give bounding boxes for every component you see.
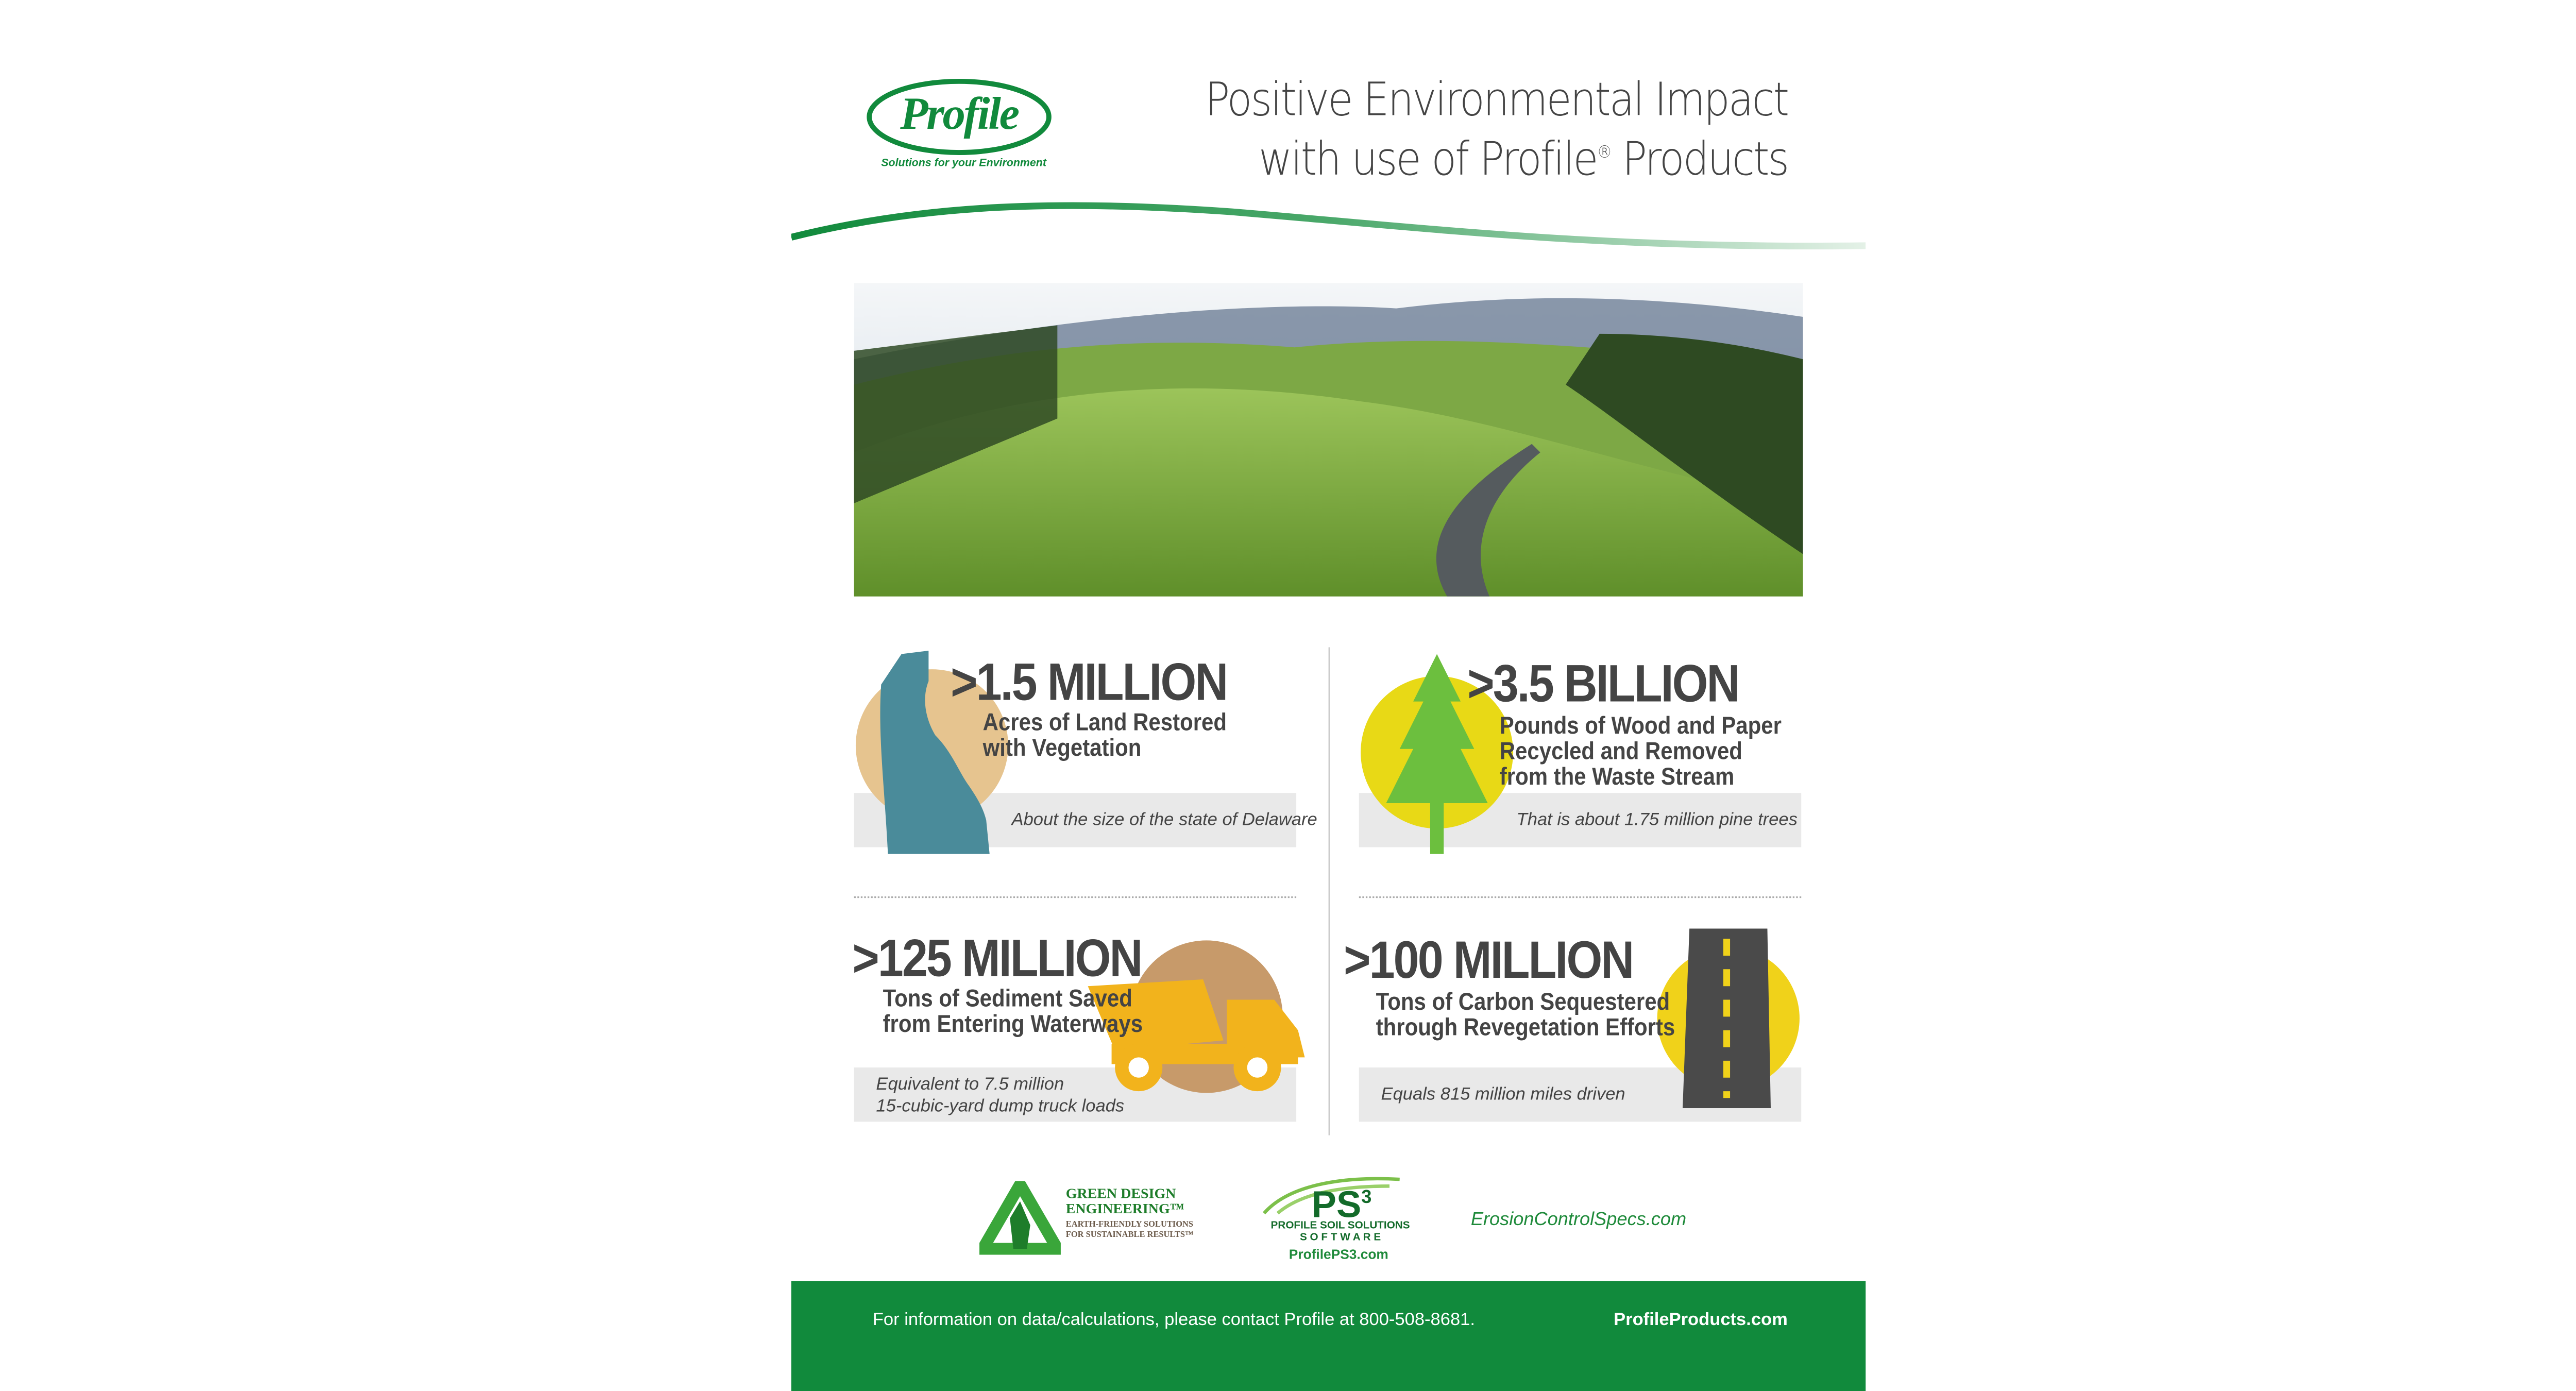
erosion-control-specs-link[interactable]: ErosionControlSpecs.com [1470,1210,1687,1230]
road-icon [1652,928,1808,1111]
ps3-logo[interactable] [1254,1169,1423,1267]
title-line-2 [1205,127,1788,186]
green-swoosh-icon [791,195,1866,254]
vertical-divider [1329,647,1330,1135]
stat-note: That is about 1.75 million pine trees [1516,810,1798,830]
ps3-text: PS [1311,1183,1362,1226]
footer-contact: For information on data/calculations, please contact Profile at 800-508-8681. [872,1310,1475,1330]
gde-tag: FOR SUSTAINABLE RESULTS™ [1065,1232,1194,1241]
footer-bar [791,1281,1866,1391]
dotted-divider-left [854,896,1296,898]
stat-note [876,1074,1124,1116]
desc-line: Tons of Sediment Saved [883,986,1132,1013]
title-line-2-pre: with use of Profile [1258,133,1597,186]
footer-website-link[interactable]: ProfileProducts.com [1614,1310,1788,1330]
stat-value: >100 MILLION [1344,930,1633,990]
note-line: Equivalent to 7.5 million [876,1074,1064,1095]
gde-line: ENGINEERING™ [1065,1199,1184,1217]
ps3-line: S O F T W A R E [1299,1232,1381,1244]
desc-line: with Vegetation [982,735,1142,763]
ps3-sup: 3 [1361,1188,1372,1209]
stat-note: Equals 815 million miles driven [1381,1084,1625,1105]
desc-line: Tons of Carbon Sequestered [1376,989,1670,1017]
landscape-photo [854,283,1803,596]
stat-value: >1.5 MILLION [951,652,1227,712]
note-line: 15-cubic-yard dump truck loads [876,1095,1125,1116]
profile-logo[interactable] [866,78,1053,156]
stat-description [1500,715,1782,791]
title-line-1: Positive Environmental Impact [1205,74,1788,127]
desc-line: from Entering Waterways [883,1011,1143,1039]
ps3-mark [1312,1179,1372,1224]
ps3-line: PROFILE SOIL SOLUTIONS [1270,1220,1410,1232]
stat-description [883,988,1143,1039]
ps3-tagline [1259,1220,1422,1244]
desc-line: Acres of Land Restored [982,710,1227,737]
desc-line: Pounds of Wood and Paper [1499,713,1782,741]
green-design-engineering-logo[interactable] [979,1181,1216,1259]
title-line-2-post: Products [1611,133,1788,186]
gde-line: GREEN DESIGN [1065,1184,1176,1201]
logo-text: Profile [900,88,1018,139]
stat-note: About the size of the state of Delaware [1011,810,1317,830]
ps3-url[interactable]: ProfilePS3.com [1289,1247,1388,1263]
desc-line: through Revegetation Efforts [1376,1015,1675,1042]
page-title [1205,75,1788,186]
registered-mark: ® [1597,144,1611,163]
stat-description [1376,991,1675,1042]
recycle-icon [979,1181,1061,1259]
gde-tag: EARTH-FRIENDLY SOLUTIONS [1065,1222,1194,1230]
desc-line: Recycled and Removed [1499,739,1742,766]
stat-description [983,711,1227,762]
gde-title [1066,1186,1184,1216]
desc-line: from the Waste Stream [1499,764,1735,791]
stat-value: >3.5 BILLION [1467,654,1739,714]
gde-tagline [1066,1222,1194,1242]
logo-tagline: Solutions for your Environment [881,157,1047,169]
dotted-divider-right [1359,896,1801,898]
stat-value: >125 MILLION [852,928,1142,988]
